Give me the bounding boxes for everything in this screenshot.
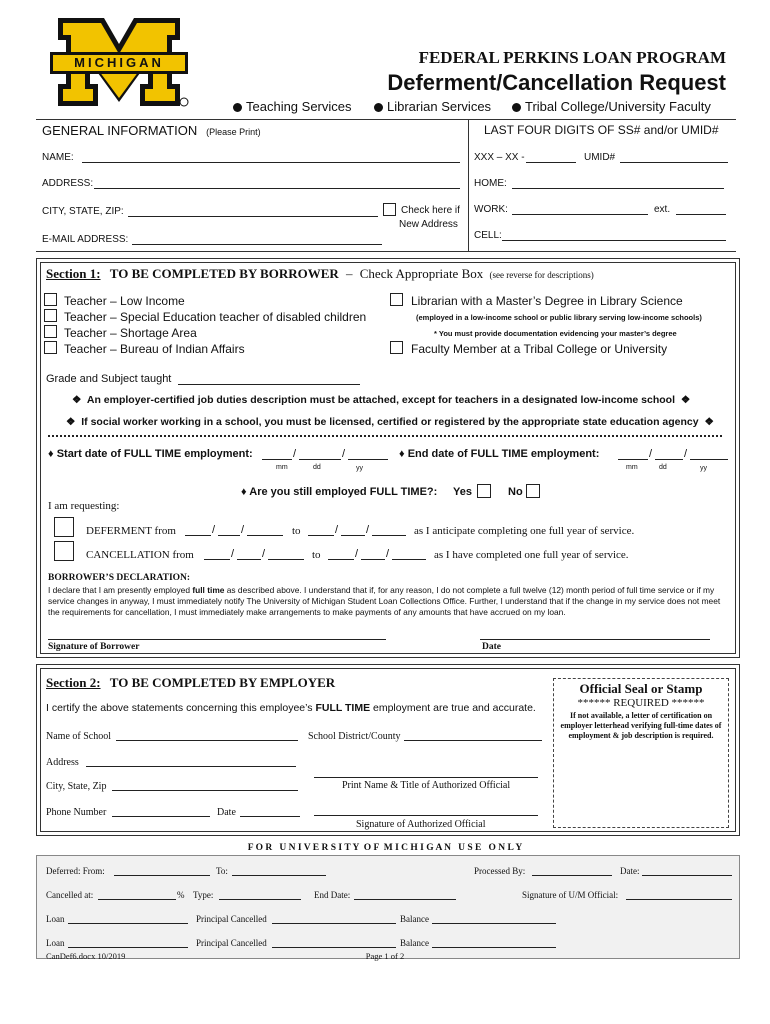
phone-label: Phone Number — [46, 807, 107, 818]
cancellation-from-dd[interactable] — [237, 550, 261, 560]
end-dd-label: dd — [659, 464, 667, 471]
diamond-bullet-icon: ♦ — [399, 448, 405, 460]
dotted-separator — [48, 435, 722, 437]
deferment-to-yy[interactable] — [372, 526, 406, 536]
start-date-label: ♦ Start date of FULL TIME employment: — [48, 448, 253, 460]
university-use-heading: F O R U N I V E R S I T Y O F M I C H I G A N U S E O N L Y — [247, 843, 523, 853]
deferment-tail: as I anticipate completing one full year of service. — [414, 525, 635, 537]
declaration-text: I declare that I am presently employed full time as described above. I understand that if, for any reason, I do not complete a full twelve (12) month period of full time service or if my service changes in anyway, I must immediately notify The University of Michigan Student Loan Collections Office. Further, I understand that if the change in my service does not meet the requirements for cancellation, I must immediately make arrangements to make payments of any amounts that have accrued on my loan. — [48, 585, 721, 617]
diamond-icon: ❖ — [66, 416, 76, 428]
university-logo — [44, 14, 194, 110]
employer-date-label: Date — [217, 807, 236, 818]
slash: / — [342, 448, 346, 460]
ssn-field[interactable] — [526, 153, 576, 163]
principal-label-2: Principal Cancelled — [196, 938, 267, 948]
end-date-label-um: End Date: — [314, 890, 351, 900]
yes-checkbox[interactable] — [477, 484, 491, 498]
deferment-from-dd[interactable] — [218, 526, 240, 536]
slash: / — [355, 548, 359, 560]
tribal-faculty-checkbox[interactable] — [390, 341, 403, 354]
start-date-dd[interactable] — [299, 450, 341, 460]
loan-field-1[interactable] — [68, 914, 188, 924]
loan-label-2: Loan — [46, 938, 65, 948]
borrower-date-label: Date — [482, 642, 501, 652]
cell-label: CELL: — [474, 230, 502, 241]
seal-required: ****** REQUIRED ****** — [577, 697, 705, 709]
teacher-bia-checkbox[interactable] — [44, 341, 57, 354]
no-label: No — [508, 486, 523, 498]
employer-city-label: City, State, Zip — [46, 781, 107, 792]
deferred-from-field[interactable] — [114, 866, 210, 876]
slash: / — [241, 524, 245, 536]
end-date-mm[interactable] — [618, 450, 648, 460]
slash: / — [212, 524, 216, 536]
librarian-checkbox[interactable] — [390, 293, 403, 306]
start-date-yy[interactable] — [348, 450, 388, 460]
umid-label: UMID# — [584, 152, 616, 163]
bullet-icon — [233, 103, 242, 112]
processed-field[interactable] — [532, 866, 612, 876]
district-field[interactable] — [404, 731, 542, 741]
um-signature-field[interactable] — [626, 890, 732, 900]
ext-label: ext. — [654, 204, 671, 215]
end-mm-label: mm — [626, 464, 638, 471]
service-librarian: Librarian Services — [374, 99, 491, 114]
employer-address-label: Address — [46, 757, 79, 768]
slash: / — [649, 448, 653, 460]
deferment-checkbox[interactable] — [54, 517, 74, 537]
um-end-date-field[interactable] — [354, 890, 456, 900]
city-field[interactable] — [128, 207, 378, 217]
teacher-special-ed-checkbox[interactable] — [44, 309, 57, 322]
general-heading: GENERAL INFORMATION (Please Print) — [42, 123, 261, 138]
librarian-note: (employed in a low-income school or public library serving low-income schools) — [416, 313, 702, 322]
name-field[interactable] — [82, 153, 460, 163]
document-id: CanDef6.docx 10/2019 — [46, 951, 126, 961]
home-label: HOME: — [474, 178, 507, 189]
school-name-field[interactable] — [116, 731, 298, 741]
cancelled-field[interactable] — [98, 890, 176, 900]
address-field[interactable] — [94, 179, 460, 189]
cancellation-to-dd[interactable] — [361, 550, 385, 560]
seal-title: Official Seal or Stamp — [579, 681, 703, 696]
librarian-doc-note: * You must provide documentation evidencing your master’s degree — [434, 329, 677, 338]
new-address-label: New Address — [399, 219, 458, 230]
end-yy-label: yy — [700, 465, 707, 472]
notice-job-duties: ❖ An employer-certified job duties description must be attached, except for teachers in a designated low-income school ❖ — [72, 394, 691, 406]
work-phone-field[interactable] — [512, 205, 648, 215]
teacher-low-income-checkbox[interactable] — [44, 293, 57, 306]
print-name-line[interactable] — [314, 768, 538, 778]
bullet-icon — [374, 103, 383, 112]
work-label: WORK: — [474, 204, 508, 215]
service-teaching: Teaching Services — [233, 99, 352, 114]
start-mm-label: mm — [276, 464, 288, 471]
slash: / — [335, 524, 339, 536]
ssn-label: XXX – XX - — [474, 152, 525, 163]
cancellation-to-label: to — [312, 549, 321, 561]
still-employed-label: ♦ Are you still employed FULL TIME?: — [241, 486, 438, 498]
processed-date-label: Date: — [620, 866, 640, 876]
grade-label: Grade and Subject taught — [46, 373, 172, 385]
balance-label-2: Balance — [400, 938, 429, 948]
type-label: Type: — [193, 890, 214, 900]
city-label: CITY, STATE, ZIP: — [42, 206, 124, 217]
tribal-faculty-label: Faculty Member at a Tribal College or University — [411, 342, 668, 356]
logo-text: MICHIGAN — [74, 55, 164, 70]
requesting-label: I am requesting: — [48, 500, 120, 512]
slash: / — [231, 548, 235, 560]
phone-field[interactable] — [112, 807, 210, 817]
deferment-to-mm[interactable] — [308, 526, 334, 536]
cancellation-checkbox[interactable] — [54, 541, 74, 561]
processed-date-field[interactable] — [642, 866, 732, 876]
start-date-mm[interactable] — [262, 450, 292, 460]
employer-certify: I certify the above statements concerning this employee’s FULL TIME employment are true and accurate. — [46, 702, 536, 714]
official-signature-line[interactable] — [314, 806, 538, 816]
deferred-label: Deferred: From: — [46, 866, 105, 876]
section1-heading: Section 1: TO BE COMPLETED BY BORROWER – Check Appropriate Box (see reverse for descriptions) — [46, 266, 594, 281]
diamond-icon: ❖ — [72, 394, 82, 406]
deferred-to-field[interactable] — [232, 866, 326, 876]
cancellation-to-yy[interactable] — [392, 550, 426, 560]
grade-field[interactable] — [178, 375, 360, 385]
principal-field-2[interactable] — [272, 938, 396, 948]
balance-field-1[interactable] — [432, 914, 556, 924]
teacher-special-ed-label: Teacher – Special Education teacher of disabled children — [64, 310, 367, 324]
official-signature-label: Signature of Authorized Official — [356, 819, 486, 830]
cancelled-label: Cancelled at: — [46, 890, 94, 900]
cancellation-label: CANCELLATION from — [86, 549, 194, 561]
bullet-icon — [512, 103, 521, 112]
cancellation-from-yy[interactable] — [268, 550, 304, 560]
teacher-bia-label: Teacher – Bureau of Indian Affairs — [64, 342, 245, 356]
umid-field[interactable] — [620, 153, 728, 163]
employer-address-field[interactable] — [86, 757, 296, 767]
service-tribal: Tribal College/University Faculty — [512, 99, 711, 114]
yes-label: Yes — [453, 486, 472, 498]
loan-label-1: Loan — [46, 914, 65, 924]
loan-field-2[interactable] — [68, 938, 188, 948]
principal-field-1[interactable] — [272, 914, 396, 924]
balance-field-2[interactable] — [432, 938, 556, 948]
no-checkbox[interactable] — [526, 484, 540, 498]
check-here-label: Check here if — [401, 205, 460, 216]
home-phone-field[interactable] — [512, 179, 724, 189]
deferred-to-label: To: — [216, 866, 228, 876]
slash: / — [366, 524, 370, 536]
deferment-from-mm[interactable] — [185, 526, 211, 536]
declaration-heading: BORROWER’S DECLARATION: — [48, 573, 191, 583]
librarian-label: Librarian with a Master’s Degree in Library Science — [411, 294, 683, 308]
um-signature-label: Signature of U/M Official: — [522, 890, 619, 900]
ssn-heading: LAST FOUR DIGITS OF SS# and/or UMID# — [484, 123, 719, 137]
email-field[interactable] — [132, 235, 382, 245]
principal-label-1: Principal Cancelled — [196, 914, 267, 924]
name-label: NAME: — [42, 152, 74, 163]
cancellation-to-mm[interactable] — [328, 550, 354, 560]
deferment-to-label: to — [292, 525, 301, 537]
borrower-signature-line[interactable] — [48, 630, 386, 640]
school-name-label: Name of School — [46, 731, 111, 742]
cancellation-tail: as I have completed one full year of service. — [434, 549, 629, 561]
diamond-bullet-icon: ♦ — [48, 448, 54, 460]
end-date-dd[interactable] — [655, 450, 683, 460]
slash: / — [293, 448, 297, 460]
seal-note: If not available, a letter of certification on employer letterhead verifying full-time dates of employment & job description is required. — [560, 711, 722, 740]
diamond-bullet-icon: ♦ — [241, 486, 247, 498]
address-label: ADDRESS: — [42, 178, 94, 189]
email-label: E-MAIL ADDRESS: — [42, 234, 129, 245]
start-yy-label: yy — [356, 465, 363, 472]
print-name-label: Print Name & Title of Authorized Official — [342, 780, 511, 791]
new-address-checkbox[interactable] — [383, 203, 396, 216]
section2-heading: Section 2: TO BE COMPLETED BY EMPLOYER — [46, 675, 336, 690]
general-divider — [468, 119, 469, 252]
page-title: Deferment/Cancellation Request — [387, 70, 726, 95]
notice-social-worker: ❖ If social worker working in a school, you must be licensed, certified or registered by the appropriate state education agency ❖ — [66, 416, 714, 428]
program-title: FEDERAL PERKINS LOAN PROGRAM — [418, 48, 726, 67]
borrower-date-line[interactable] — [480, 630, 710, 640]
processed-label: Processed By: — [474, 866, 526, 876]
slash: / — [262, 548, 266, 560]
percent-label: % — [177, 890, 185, 900]
type-field[interactable] — [219, 890, 301, 900]
teacher-shortage-checkbox[interactable] — [44, 325, 57, 338]
cancellation-from-mm[interactable] — [204, 550, 230, 560]
teacher-shortage-label: Teacher – Shortage Area — [64, 326, 197, 340]
end-date-label: ♦ End date of FULL TIME employment: — [399, 448, 600, 460]
employer-date-field[interactable] — [240, 807, 300, 817]
borrower-signature-label: Signature of Borrower — [48, 642, 140, 652]
cell-phone-field[interactable] — [502, 231, 726, 241]
diamond-icon: ❖ — [704, 416, 714, 428]
deferment-from-yy[interactable] — [247, 526, 283, 536]
teacher-low-income-label: Teacher – Low Income — [64, 294, 185, 308]
employer-city-field[interactable] — [112, 781, 298, 791]
deferment-label: DEFERMENT from — [86, 525, 176, 537]
slash: / — [386, 548, 390, 560]
diamond-icon: ❖ — [680, 394, 691, 406]
slash: / — [684, 448, 688, 460]
end-date-yy[interactable] — [690, 450, 728, 460]
page-number: Page 1 of 2 — [365, 951, 405, 961]
deferment-to-dd[interactable] — [341, 526, 365, 536]
district-label: School District/County — [308, 731, 401, 742]
ext-field[interactable] — [676, 205, 726, 215]
start-dd-label: dd — [313, 464, 321, 471]
balance-label-1: Balance — [400, 914, 429, 924]
